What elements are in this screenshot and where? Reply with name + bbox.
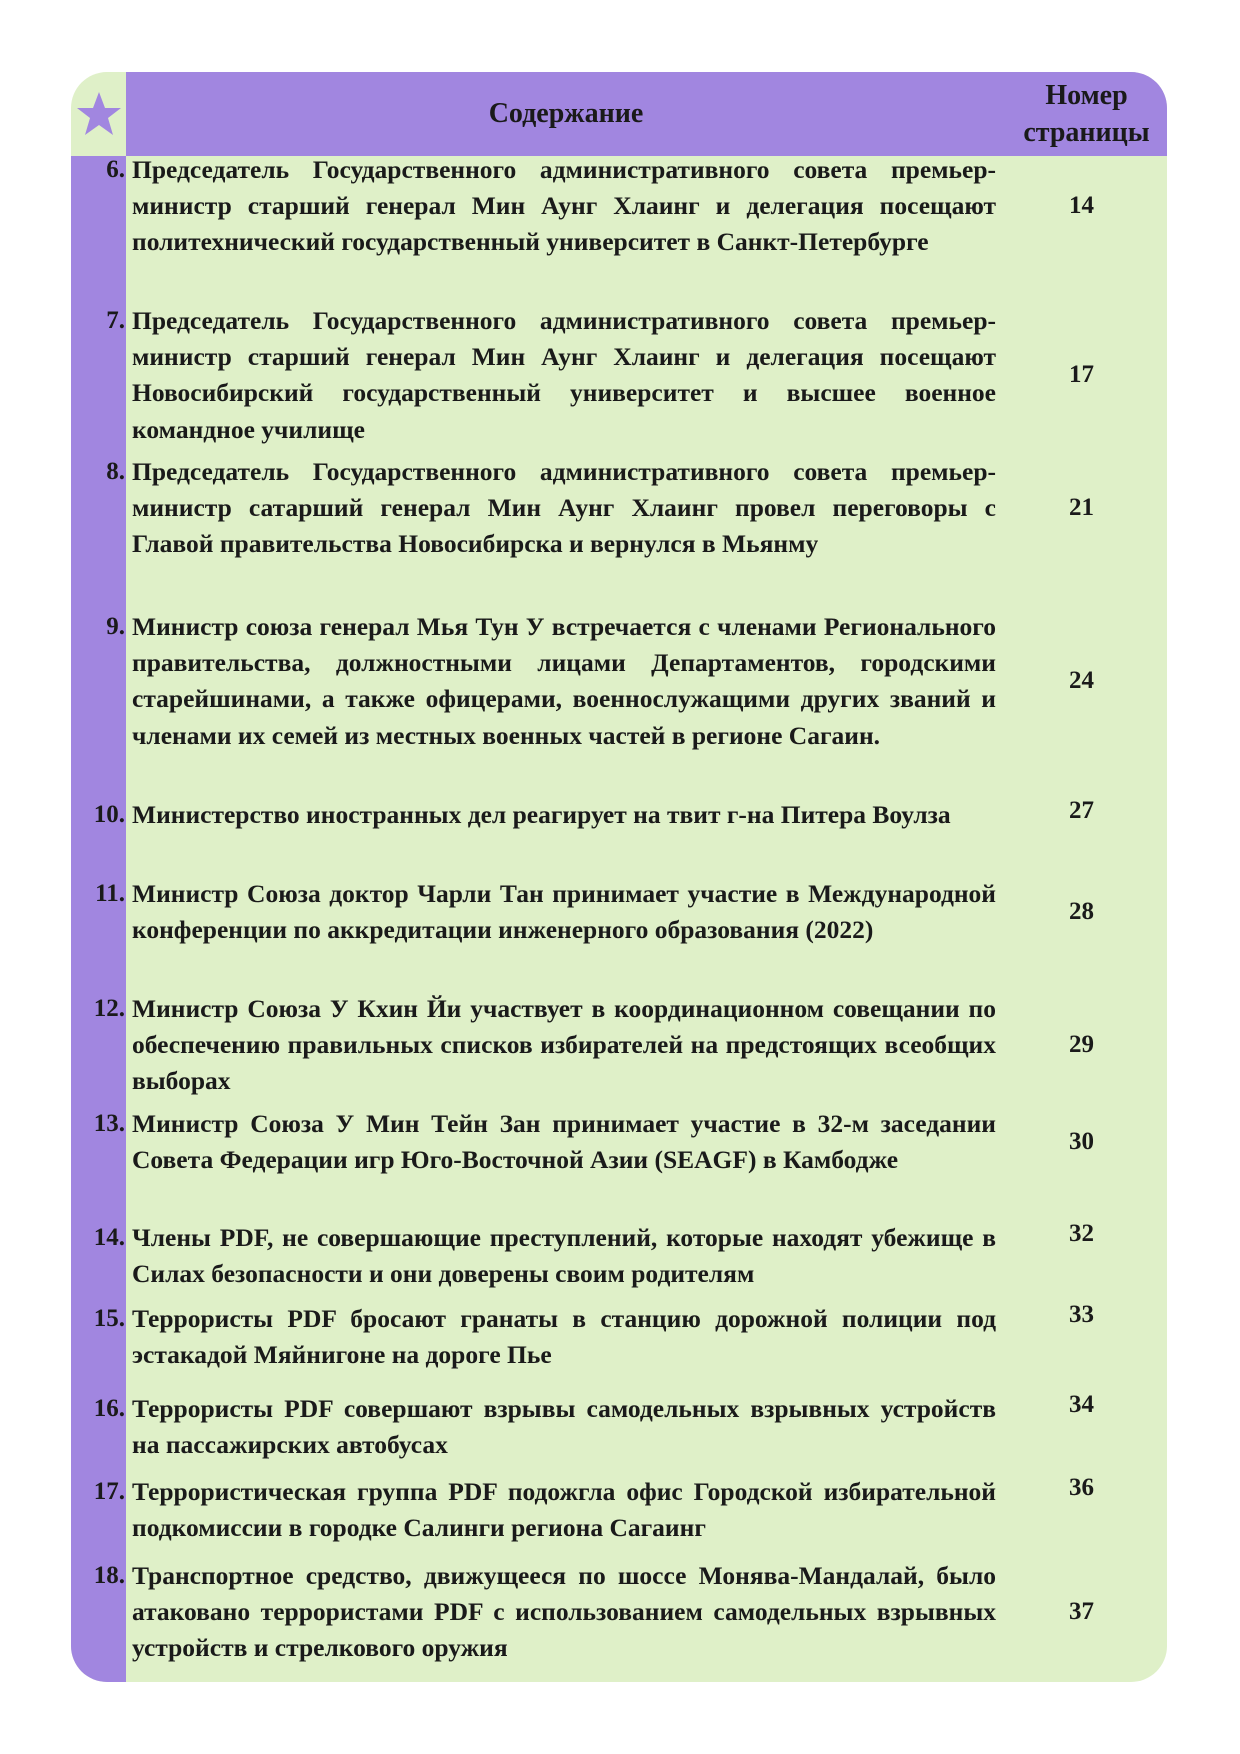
table-row [71, 991, 1167, 1100]
row-page: 36 [1069, 1474, 1094, 1501]
row-title: Министр Союза доктор Чарли Тан принимает участие в Международной конференции по аккредитации инженерного образования (2022) [132, 879, 996, 945]
row-number: 9. [106, 613, 125, 640]
row-title: Террористическая группа PDF подожгла офис Городской избирательной подкомиссии в городке Салинги региона Сагаинг [132, 1477, 996, 1543]
row-page: 30 [1069, 1128, 1094, 1156]
row-title: Террористы PDF бросают гранаты в станцию дорожной полиции под эстакадой Мяйнигоне на дороге Пье [132, 1304, 996, 1370]
header-page-line2: страницы [1023, 117, 1150, 148]
row-number: 8. [106, 458, 125, 485]
star-cell [71, 72, 126, 156]
row-page: 33 [1069, 1301, 1094, 1328]
row-page: 27 [1069, 797, 1094, 824]
row-page: 24 [1069, 667, 1094, 695]
row-title: Министерство иностранных дел реагирует на твит г-на Питера Воулза [132, 800, 951, 829]
row-number: 6. [106, 156, 125, 183]
table-row [71, 1391, 1167, 1463]
row-page: 29 [1069, 1031, 1094, 1059]
row-number: 13. [93, 1110, 125, 1137]
star-icon [75, 90, 123, 138]
row-page: 32 [1069, 1220, 1094, 1247]
row-page: 37 [1069, 1598, 1094, 1626]
table-row [71, 797, 1167, 833]
row-number: 15. [93, 1305, 125, 1332]
table-row [71, 1220, 1167, 1292]
row-number: 14. [93, 1224, 125, 1251]
table-row [71, 609, 1167, 754]
row-page: 34 [1069, 1391, 1094, 1418]
row-number: 7. [106, 307, 125, 334]
row-page: 14 [1069, 192, 1094, 220]
table-row [71, 454, 1167, 563]
row-title: Транспортное средство, движущееся по шоссе Монява-Мандалай, было атаковано террористами PDF с использованием самодельных взрывных устройств и стрелкового оружия [132, 1561, 996, 1663]
row-number: 10. [93, 801, 125, 828]
row-title: Министр Союза У Кхин Йи участвует в координационном совещании по обеспечению правильных списков избирателей на предстоящих всеобщих выборах [132, 994, 996, 1096]
row-number: 17. [93, 1478, 125, 1505]
row-page: 17 [1069, 361, 1094, 389]
header-page-number [1006, 77, 1167, 151]
row-title: Министр союза генерал Мья Тун У встречается с членами Регионального правительства, должностными лицами Департаментов, городскими старейшинами, а также офицерами, военнослужащими других званий и членами их семей из местных военных частей в регионе Сагаин. [132, 612, 996, 750]
row-page: 28 [1069, 898, 1094, 926]
header-title: Содержание [488, 98, 644, 129]
row-number: 11. [95, 880, 125, 907]
table-row [71, 1474, 1167, 1546]
row-number: 16. [93, 1395, 125, 1422]
table-row [71, 1301, 1167, 1373]
row-number: 18. [93, 1562, 125, 1589]
table-row [71, 1106, 1167, 1178]
row-number: 12. [93, 995, 125, 1022]
table-row [71, 303, 1167, 448]
row-title: Члены PDF, не совершающие преступлений, которые находят убежище в Силах безопасности и они доверены своим родителям [132, 1223, 996, 1289]
header-page-line1: Номер [1045, 80, 1128, 111]
row-title: Террористы PDF совершают взрывы самодельных взрывных устройств на пассажирских автобусах [132, 1394, 996, 1460]
contents-table [71, 72, 1167, 1682]
table-row [71, 1558, 1167, 1667]
table-row [71, 152, 1167, 261]
row-title: Министр Союза У Мин Тейн Зан принимает участие в 32-м заседании Совета Федерации игр Юго-Восточной Азии (SEAGF) в Камбодже [132, 1109, 996, 1175]
row-title: Председатель Государственного административного совета премьер-министр старший генерал Мин Аунг Хлаинг и делегация посещают политехнический государственный университет в Санкт-Петербурге [132, 155, 996, 257]
row-page: 21 [1069, 494, 1094, 522]
row-title: Председатель Государственного административного совета премьер-министр сатарший генерал Мин Аунг Хлаинг провел переговоры с Главой правительства Новосибирска и вернулся в Мьянму [132, 457, 996, 559]
table-header [126, 72, 1167, 156]
row-title: Председатель Государственного административного совета премьер-министр старший генерал Мин Аунг Хлаинг и делегация посещают Новосибирский государственный университет и высшее военное командное училище [132, 306, 996, 444]
table-row [71, 876, 1167, 948]
